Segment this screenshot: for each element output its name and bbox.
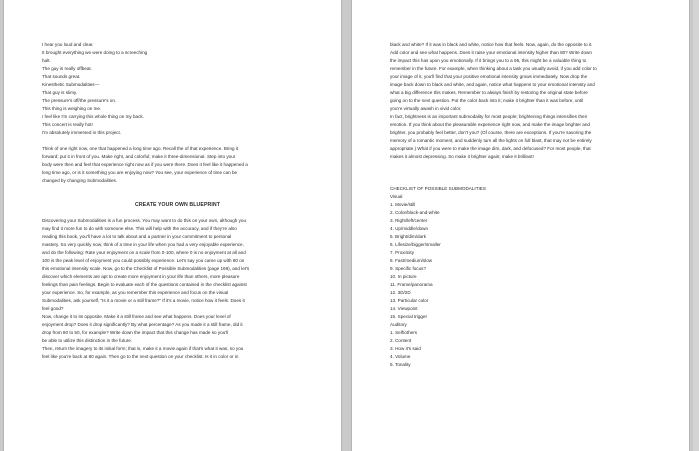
list-item: 1. Movie/still: [390, 202, 416, 207]
text-line: I'm absolutely immersed in this project.: [42, 130, 121, 135]
paragraph-gap: [42, 137, 313, 145]
text-line: feel good?: [42, 306, 64, 311]
text-line: drop from 80 to 50, for example? Write down the impact that this change has made so you'll: [42, 330, 229, 335]
text-line: mastery. So very quickly now, think of a time in your life when you had a very enjoyable experience,: [42, 242, 244, 247]
text-line: appropriate.) What if you were to make the image dim, dark, and defocused? For most people, that: [390, 146, 591, 151]
left-page: [3, 0, 342, 451]
text-line: Think of one right now, one that happened a long time ago. Recall the of that experience. Bring it: [42, 146, 239, 151]
list-item: 14. Viewpoint: [390, 306, 418, 311]
list-item: 4. Volume: [390, 354, 411, 359]
text-line: reading this book, you'll have a lot to talk about and a partner in your commitment to personal: [42, 234, 232, 239]
list-item: 6. Lifesize/bigger/smaller: [390, 242, 441, 247]
text-line: This concert is really hot!: [42, 122, 93, 127]
list-item: 12. 3D/2D: [390, 290, 411, 295]
list-item: 4. Up/middle/down: [390, 226, 429, 231]
text-line: body were then and feel that experience right now as if you were there. Does it feel like it happened a: [42, 162, 248, 167]
list-item: 1. Self/others: [390, 330, 418, 335]
text-line: changed by changing Submodalities.: [42, 178, 118, 183]
color-brightness-paragraph: [390, 41, 661, 161]
text-line: brighter, you probably feel better, don't you? (Of course, there are exceptions. If you're savoring the: [390, 130, 592, 135]
text-line: this emotional intensity scale. Now, go to the Checklist of Possible Submodalities (page 169), and let's: [42, 266, 250, 271]
text-line: 100 is the peak level of enjoyment you could possibly experience. Let's say you came up with 80 on: [42, 258, 245, 263]
text-line: forward; put it in front of you. Make right, and colorful; make it three-dimensional. Step into your: [42, 154, 236, 159]
list-item: 2. Content: [390, 338, 412, 343]
text-line: halt.: [42, 58, 51, 63]
list-item: 13. Particular color: [390, 298, 429, 303]
checklist-title: CHECKLIST OF POSSIBLE SUBMODALITIES: [390, 186, 486, 191]
text-line: you're virtually awash in vivid color.: [390, 106, 462, 111]
right-page-content: [390, 41, 661, 369]
text-line: I hear you loud and clear.: [42, 42, 94, 47]
list-item: 5. Bright/dim/dark: [390, 234, 426, 239]
text-line: The guy is really offbeat.: [42, 66, 92, 71]
paragraph-gap: [390, 177, 661, 185]
paragraph-gap: [42, 185, 313, 201]
text-line: makes it almost depressing. So make it brighter again; make it brilliant!: [390, 154, 534, 159]
text-line: going on to the next question. Put the color back into it; make it brighter than it was before, until: [390, 98, 584, 103]
text-line: remember in the future. For example, when thinking about a task you usually avoid, if you add color to: [390, 66, 597, 71]
text-line: memory of a romantic moment, and suddenly turn all the lights on full blast, that may not be entirely: [390, 138, 592, 143]
text-line: feelings than pain feelings. Begin to evaluate each of the questions contained in the checklist against: [42, 282, 247, 287]
text-line: be able to utilize this distinction in the future.: [42, 338, 133, 343]
paragraph-gap: [42, 209, 313, 217]
text-line: I feel like I'm carrying this whole thing on my back.: [42, 114, 144, 119]
vertical-scrollbar[interactable]: [693, 0, 699, 451]
text-line: Add color and see what happens. Does it raise your emotional intensity higher than 80? Write down: [390, 50, 592, 55]
text-line: enjoyment drop? Does it drop significantly? By what percentage? As you made it a still frame, did it: [42, 322, 243, 327]
paragraph-gap: [390, 161, 661, 177]
text-line: feel like you're back at 80 again. Then go to the next question on your checklist. Is it in color or in: [42, 354, 239, 359]
list-item: 11. Frame/panorama: [390, 282, 433, 287]
text-line: Submodalities, ask yourself, "Is it a movie or a still frame?" If it's a movie, notice how it feels. Does it: [42, 298, 245, 303]
text-line: That sounds great.: [42, 74, 81, 79]
text-line: black and white? If it was in black and white, notice how that feels. Now, again, do the opposite to it.: [390, 42, 593, 47]
auditory-list: [390, 329, 661, 369]
text-line: may find it more fun to do with someone else. This will help with the accuracy, and if they're also: [42, 226, 237, 231]
text-line: and do the following: Rate your enjoyment on a scale from 0-100, where 0 is no enjoyment at all and: [42, 250, 246, 255]
submodality-examples: [42, 41, 313, 137]
list-item: 3. How it's said: [390, 346, 421, 351]
time-paragraph: [42, 145, 313, 185]
list-item: 15. Special trigger: [390, 314, 428, 319]
auditory-label: Auditory: [390, 322, 407, 327]
text-line: In fact, brightness is an important submodality for most people; brightening things intensifies their: [390, 114, 588, 119]
text-line: Then, return the imagery to its initial form; that is, make it a movie again if that's what it was, so you: [42, 346, 244, 351]
text-line: your image of it, you'll find that your positive emotional intensity grows immediately. Now drop the: [390, 74, 588, 79]
text-line: Kinesthetic Submodalities—: [42, 82, 100, 87]
text-line: It brought everything we were doing to a screeching: [42, 50, 148, 55]
list-item: 8. Fast/medium/slow: [390, 258, 433, 263]
text-line: image back down to black and white, and again, notice what happens to your emotional intensity and: [390, 82, 595, 87]
text-line: Now, change it to its opposite. Make it a still frame and see what happens. Does your level of: [42, 314, 231, 319]
blueprint-paragraph: [42, 217, 313, 361]
text-line: discover which elements are apt to create more enjoyment in your life than others, more pleasure: [42, 274, 240, 279]
left-page-content: [42, 41, 313, 361]
visual-list: [390, 201, 661, 321]
text-line: The pressure's off/the pressure's on.: [42, 98, 117, 103]
text-line: what a big difference this makes. Remember to always finish by restoring the original state before: [390, 90, 588, 95]
list-item: 10. In picture: [390, 274, 417, 279]
list-item: 9. Specific focus?: [390, 266, 427, 271]
text-line: long time ago, or is it something you are enjoying now? You see, your experience of time can be: [42, 170, 238, 175]
text-line: This thing is weighing on me.: [42, 106, 102, 111]
section-heading: CREATE YOUR OWN BLUEPRINT: [134, 202, 221, 208]
list-item: 2. Color/black-and-white: [390, 210, 440, 215]
list-item: 3. Right/left/center: [390, 218, 428, 223]
list-item: 7. Proximity: [390, 250, 414, 255]
list-item: 5. Tonality: [390, 362, 411, 367]
text-line: your experience. So, for example, as you remember this experience and focus on the visual: [42, 290, 229, 295]
text-line: the impact this has upon you emotionally. If it brings you to a 95, this might be a valuable thing to: [390, 58, 587, 63]
text-line: emotion. If you think about the pleasurable experience right now, and make the image brighter and: [390, 122, 590, 127]
visual-label: Visual: [390, 194, 403, 199]
text-line: Discovering your Submodalities is a fun process. You may want to do this on your own, although you: [42, 218, 247, 223]
text-line: That guy is slimy.: [42, 90, 78, 95]
right-page: [351, 0, 690, 451]
